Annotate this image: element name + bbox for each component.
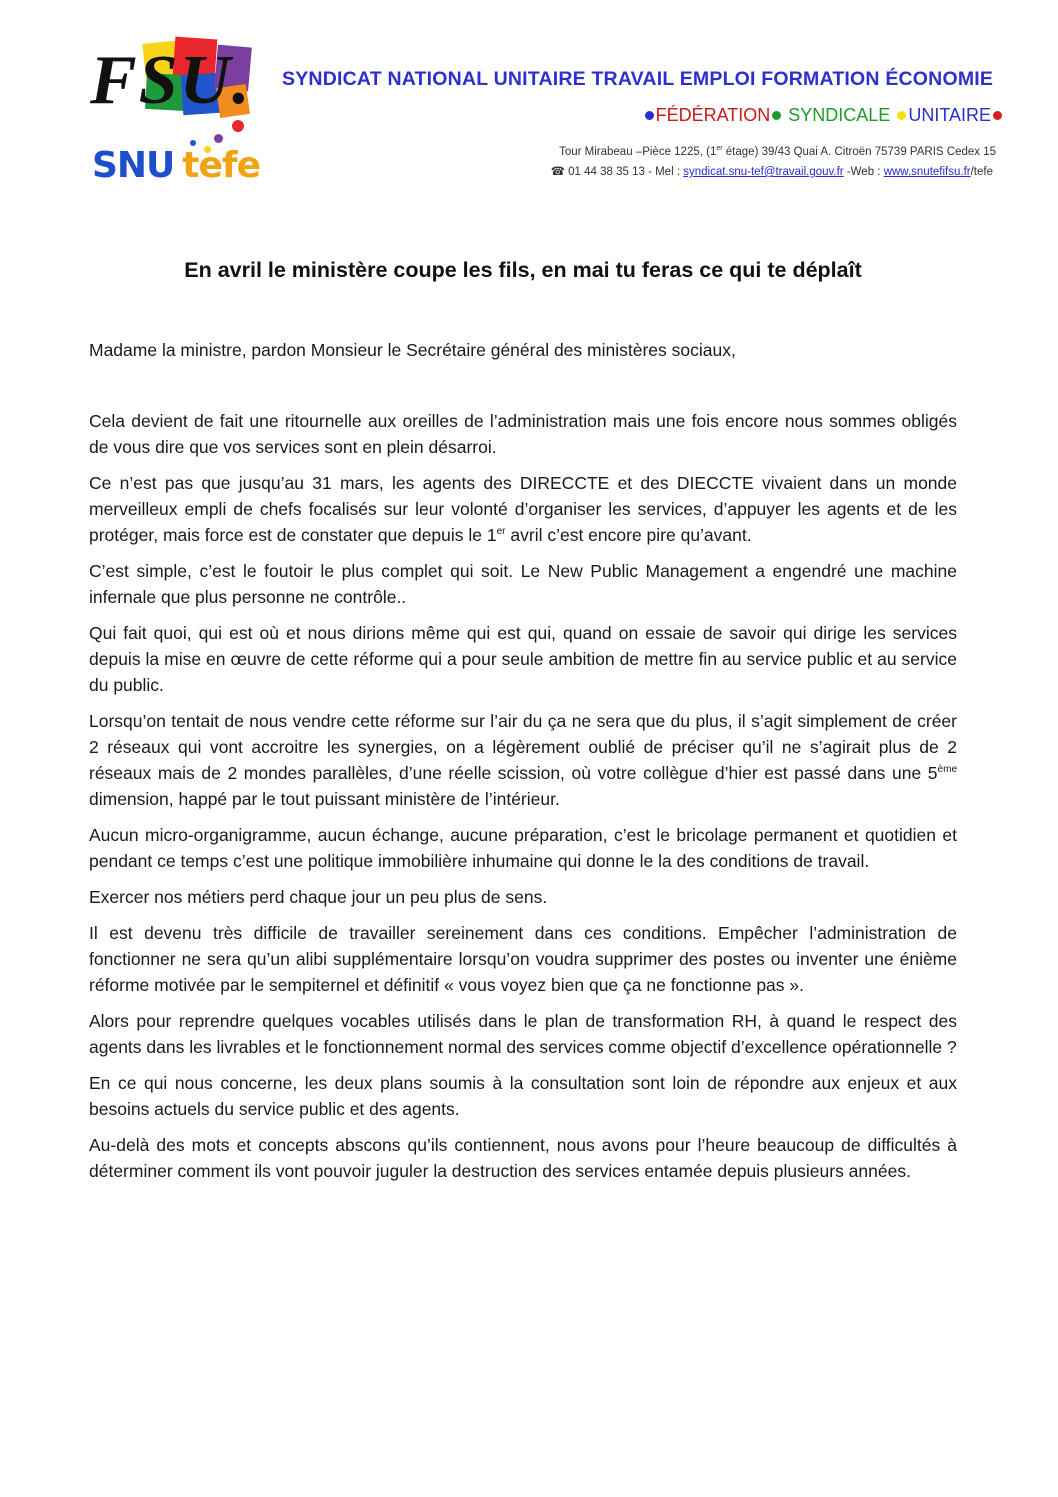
logo-dot-purple — [214, 134, 223, 143]
paragraph-2-text-a: Ce n’est pas que jusqu’au 31 mars, les agents des DIRECCTE et des DIECCTE vivaient dans un monde merveilleux empli de chefs focalisés sur leur volonté d’organiser les services, d’appuyer les agents et de les protéger, mais force est de constater que depuis le 1 — [89, 473, 957, 545]
postal-address — [559, 145, 996, 158]
document-title: En avril le ministère coupe les fils, en mai tu feras ce qui te déplaît — [184, 258, 862, 282]
syndicale-word: SYNDICALE — [783, 105, 896, 125]
salutation: Madame la ministre, pardon Monsieur le Secrétaire général des ministères sociaux, — [89, 340, 736, 360]
paragraph-1: Cela devient de fait une ritournelle aux oreilles de l’administration mais une fois encore nous sommes obligés de vous dire que vos services sont en plein désarroi. — [89, 411, 957, 457]
paragraph-2 — [89, 470, 957, 548]
website-link[interactable]: www.snutefifsu.fr — [883, 166, 971, 178]
logo-tefe: tefe — [182, 145, 260, 186]
paragraph-2-text-b: avril c’est encore pire qu’avant. — [505, 525, 752, 545]
paragraph-6: Aucun micro-organigramme, aucun échange, aucune préparation, c’est le bricolage permanent et quotidien et pendant ce temps c’est une politique immobilière inhumaine qui donne le la des conditions de travail. — [89, 825, 957, 871]
paragraph-5 — [89, 708, 957, 812]
paragraph-11: Au-delà des mots et concepts abscons qu’ils contiennent, nous avons pour l’heure beaucoup de difficultés à déterminer comment ils vont pouvoir juguler la destruction des services entamée depuis plusieurs années. — [89, 1135, 957, 1181]
email-link[interactable]: syndicat.snu-tef@travail.gouv.fr — [683, 166, 844, 178]
phone-text: 01 44 38 35 13 - Mel : — [564, 166, 684, 178]
paragraph-10: En ce qui nous concerne, les deux plans soumis à la consultation sont loin de répondre aux enjeux et aux besoins actuels du service public et des agents. — [89, 1073, 957, 1119]
phone-icon: ☎ — [550, 166, 565, 178]
logo-snu-tefe — [92, 145, 260, 186]
paragraph-9: Alors pour reprendre quelques vocables utilisés dans le plan de transformation RH, à quand le respect des agents dans les livrables et le fonctionnement normal des services comme objectif d’excellence opérationnelle ? — [89, 1011, 957, 1057]
paragraph-3: C’est simple, c’est le foutoir le plus complet qui soit. Le New Public Management a engendré une machine infernale que plus personne ne contrôle.. — [89, 561, 957, 607]
letter-body — [89, 408, 957, 1194]
logo-snu: SNU — [92, 145, 175, 186]
unitaire-word: UNITAIRE — [908, 105, 991, 125]
bullet-dot-yellow — [897, 111, 906, 120]
bullet-dot-red — [993, 111, 1002, 120]
paragraph-8: Il est devenu très difficile de travailler sereinement dans ces conditions. Empêcher l’administration de fonctionner ne sera qu’un alibi supplémentaire lorsqu’on voudra supprimer des postes ou inventer une énième réforme motivée par le sempiternel et définitif « vous voyez bien que ça ne fonctionne pas ». — [89, 923, 957, 995]
web-suffix: /tefe — [970, 166, 993, 178]
web-label: -Web : — [843, 166, 884, 178]
address-part-1: Tour Mirabeau –Pièce 1225, (1 — [559, 145, 717, 158]
address-part-2: étage) 39/43 Quai A. Citroën 75739 PARIS Cedex 15 — [722, 145, 996, 158]
paragraph-5-text-b: dimension, happé par le tout puissant ministère de l’intérieur. — [89, 789, 560, 809]
bullet-dot-green — [772, 111, 781, 120]
paragraph-7: Exercer nos métiers perd chaque jour un peu plus de sens. — [89, 887, 548, 907]
bullet-dot-blue — [645, 111, 654, 120]
fsu-snu-tefe-logo — [86, 38, 266, 193]
paragraph-4: Qui fait quoi, qui est où et nous dirions même qui est qui, quand on essaie de savoir qui dirige les services depuis la mise en œuvre de cette réforme qui a pour seule ambition de mettre fin au service public et au service du public. — [89, 623, 957, 695]
logo-fsu-text: FSU. — [90, 42, 252, 119]
paragraph-2-sup: er — [496, 526, 506, 538]
address-sup: er — [716, 145, 723, 152]
organization-title: SYNDICAT NATIONAL UNITAIRE TRAVAIL EMPLOI FORMATION ÉCONOMIE — [282, 68, 994, 90]
federation-word: FÉDÉRATION — [655, 105, 771, 125]
paragraph-5-text-a: Lorsqu’on tentait de nous vendre cette réforme sur l’air du ça ne sera que du plus, il s’agit simplement de créer 2 réseaux qui vont accroitre les synergies, on a légèrement oublié de préciser qu’il ne s’agirait plus de 2 réseaux mais de 2 mondes parallèles, d’une réelle scission, où votre collègue d’hier est passé dans une 5 — [89, 711, 957, 783]
logo-dot-red — [232, 120, 244, 132]
federation-line — [643, 105, 1004, 126]
contact-line — [551, 164, 993, 178]
paragraph-5-sup: ème — [937, 764, 957, 776]
